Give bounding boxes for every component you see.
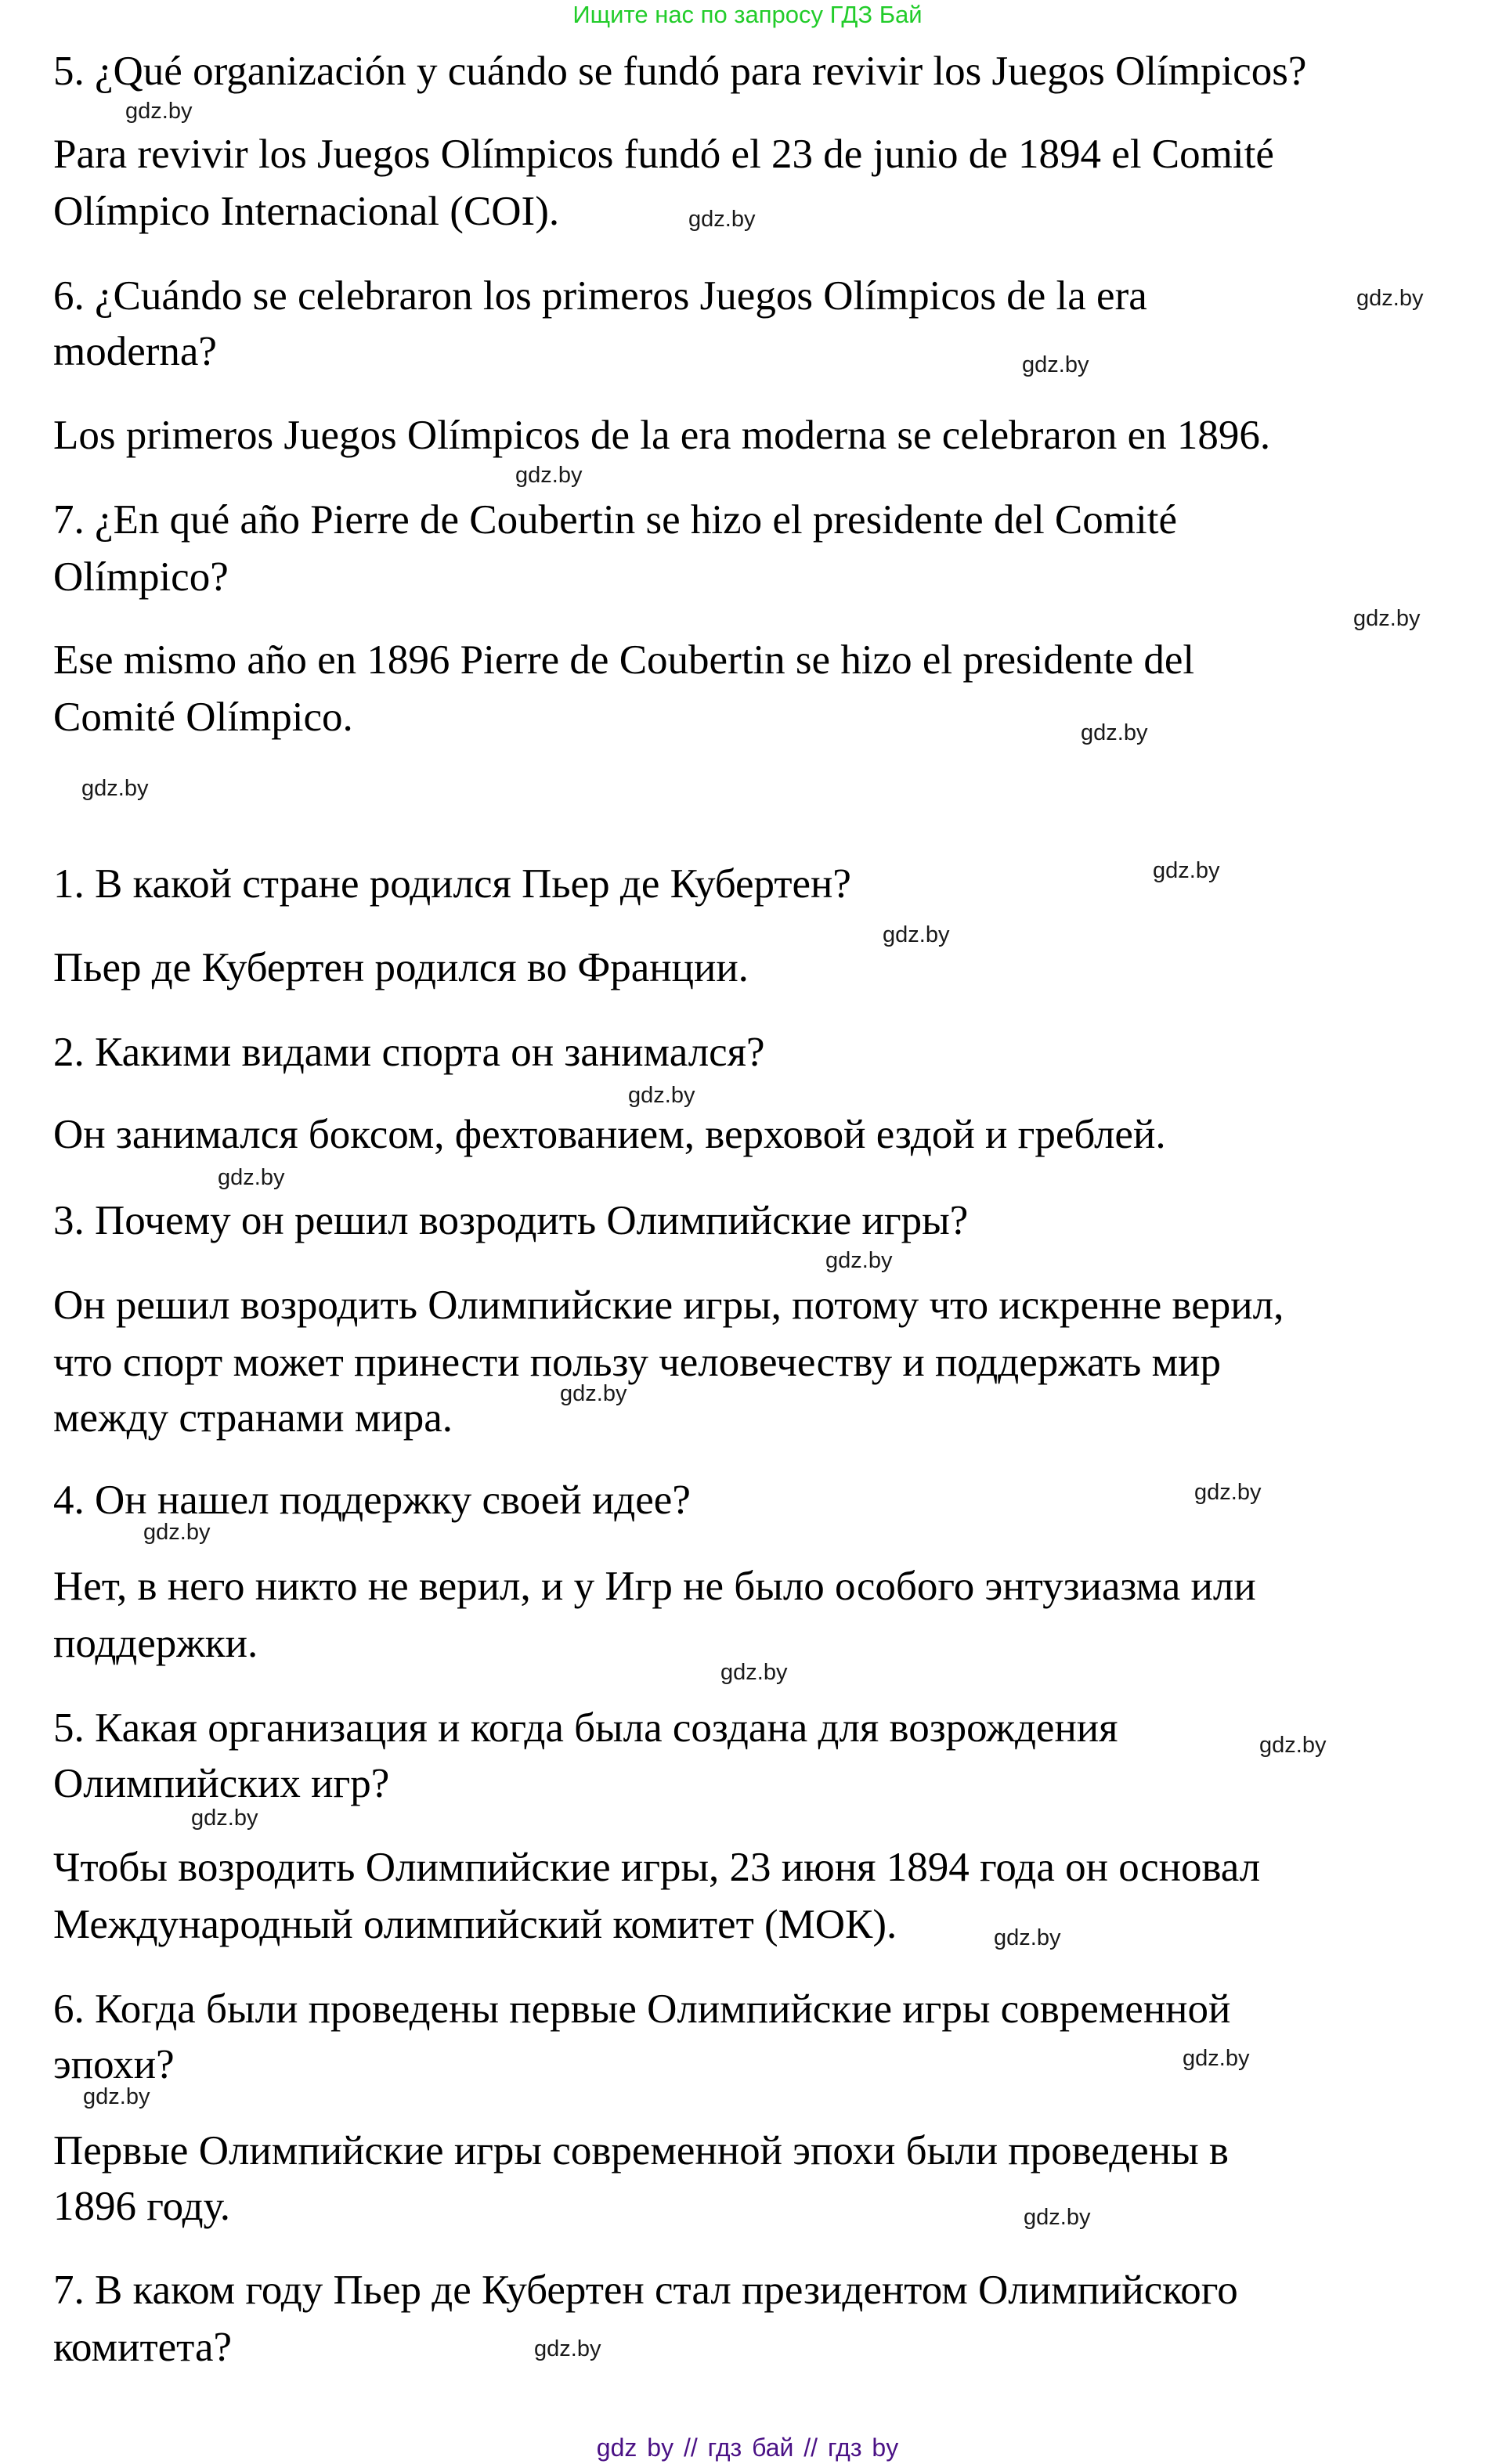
question-4-ru: 4. Он нашел поддержку своей идее? (53, 1477, 691, 1523)
watermark: gdz.by (1259, 1733, 1327, 1758)
answer-1-ru: Пьер де Кубертен родился во Франции. (53, 945, 749, 990)
question-2-ru: 2. Какими видами спорта он занимался? (53, 1030, 765, 1075)
question-5-es: 5. ¿Qué organización y cuándo se fundó para revivir los Juegos Olímpicos? (53, 49, 1307, 94)
watermark: gdz.by (883, 922, 950, 947)
answer-2-ru: Он занимался боксом, фехтованием, верховой ездой и греблей. (53, 1112, 1166, 1157)
watermark: gdz.by (83, 2084, 150, 2109)
question-7-ru-line-1: 7. В каком году Пьер де Кубертен стал президентом Олимпийского (53, 2267, 1238, 2313)
watermark: gdz.by (125, 99, 193, 124)
answer-6-ru-line-2: 1896 году. (53, 2184, 231, 2229)
watermark: gdz.by (560, 1381, 627, 1406)
question-5-ru-line-2: Олимпийских игр? (53, 1761, 390, 1806)
watermark: gdz.by (1022, 352, 1089, 377)
watermark: gdz.by (1153, 858, 1220, 883)
question-5-ru-line-1: 5. Какая организация и когда была создана для возрождения (53, 1705, 1118, 1751)
watermark: gdz.by (1081, 720, 1148, 745)
watermark: gdz.by (81, 776, 149, 801)
watermark: gdz.by (143, 1520, 211, 1545)
watermark: gdz.by (1194, 1480, 1262, 1505)
question-6-es-line-1: 6. ¿Cuándo se celebraron los primeros Juegos Olímpicos de la era (53, 273, 1147, 319)
answer-3-ru-line-2: что спорт может принести пользу человечеству и поддержать мир (53, 1340, 1221, 1385)
watermark: gdz.by (515, 463, 583, 488)
answer-7-es-line-2: Comité Olímpico. (53, 694, 353, 740)
watermark: gdz.by (218, 1165, 285, 1190)
question-1-ru: 1. В какой стране родился Пьер де Кубертен? (53, 861, 851, 907)
watermark: gdz.by (688, 207, 756, 232)
answer-4-ru-line-2: поддержки. (53, 1621, 258, 1666)
watermark: gdz.by (534, 2336, 601, 2361)
watermark: gdz.by (720, 1660, 788, 1685)
watermark: gdz.by (628, 1083, 695, 1108)
question-6-ru-line-1: 6. Когда были проведены первые Олимпийские игры современной (53, 1986, 1231, 2032)
watermark: gdz.by (994, 1925, 1061, 1950)
watermark: gdz.by (1024, 2205, 1091, 2230)
search-hint-banner: Ищите нас по запросу ГДЗ Бай (572, 1, 923, 28)
watermark: gdz.by (1183, 2046, 1250, 2071)
footer-site-links: gdz by // гдз бай // гдз by (596, 2433, 899, 2462)
watermark: gdz.by (825, 1248, 893, 1273)
watermark: gdz.by (1356, 286, 1424, 311)
question-7-ru-line-2: комитета? (53, 2325, 232, 2370)
watermark: gdz.by (191, 1806, 258, 1831)
answer-5-es-line-1: Para revivir los Juegos Olímpicos fundó el 23 de junio de 1894 el Comité (53, 132, 1274, 177)
answer-6-ru-line-1: Первые Олимпийские игры современной эпохи были проведены в (53, 2128, 1229, 2174)
question-6-es-line-2: moderna? (53, 329, 217, 374)
answer-6-es: Los primeros Juegos Olímpicos de la era moderna se celebraron en 1896. (53, 413, 1271, 458)
question-3-ru: 3. Почему он решил возродить Олимпийские игры? (53, 1198, 969, 1243)
answer-7-es-line-1: Ese mismo año en 1896 Pierre de Coubertin se hizo el presidente del (53, 637, 1195, 683)
question-7-es-line-2: Olímpico? (53, 554, 229, 600)
question-6-ru-line-2: эпохи? (53, 2042, 175, 2087)
answer-3-ru-line-3: между странами мира. (53, 1395, 453, 1441)
answer-3-ru-line-1: Он решил возродить Олимпийские игры, потому что искренне верил, (53, 1283, 1284, 1328)
answer-4-ru-line-1: Нет, в него никто не верил, и у Игр не было особого энтузиазма или (53, 1564, 1256, 1609)
answer-5-ru-line-2: Международный олимпийский комитет (МОК). (53, 1902, 897, 1947)
answer-5-es-line-2: Olímpico Internacional (COI). (53, 189, 560, 234)
question-7-es-line-1: 7. ¿En qué año Pierre de Coubertin se hizo el presidente del Comité (53, 497, 1177, 543)
watermark: gdz.by (1353, 606, 1421, 631)
answer-5-ru-line-1: Чтобы возродить Олимпийские игры, 23 июня 1894 года он основал (53, 1845, 1261, 1890)
